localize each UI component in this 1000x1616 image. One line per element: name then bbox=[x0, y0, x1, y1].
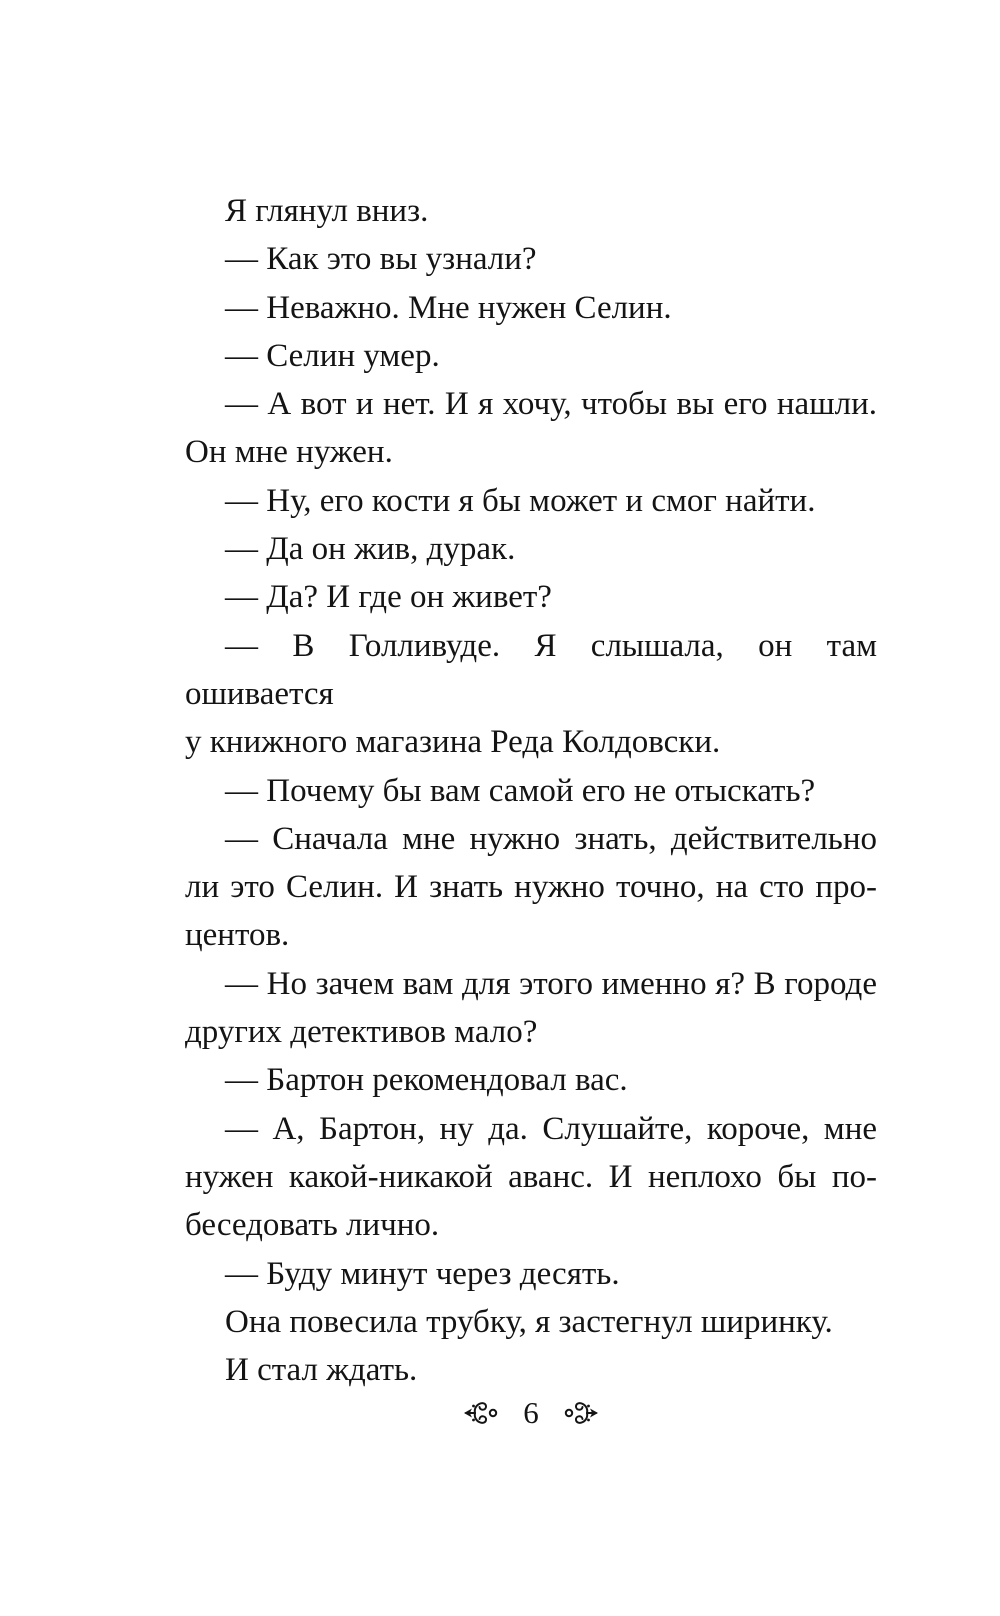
text-line: центов. bbox=[185, 917, 290, 954]
footer-ornament-left-icon bbox=[463, 1398, 499, 1428]
text-line: — А, Бартон, ну да. Слушайте, короче, мне bbox=[225, 1110, 877, 1147]
text-line: — Да он жив, дурак. bbox=[225, 531, 516, 568]
text-line: Он мне нужен. bbox=[185, 434, 393, 471]
text-line: — Но зачем вам для этого именно я? В городе bbox=[225, 965, 877, 1002]
text-line: И стал ждать. bbox=[225, 1352, 418, 1389]
text-line: других детективов мало? bbox=[185, 1014, 538, 1051]
text-line: — Неважно. Мне нужен Селин. bbox=[225, 289, 672, 326]
text-line: — Селин умер. bbox=[225, 337, 440, 374]
text-line: — Как это вы узнали? bbox=[225, 241, 537, 278]
text-line: у книжного магазина Реда Колдовски. bbox=[185, 724, 721, 761]
text-line: беседовать лично. bbox=[185, 1207, 440, 1244]
text-line: нужен какой-никакой аванс. И неплохо бы по- bbox=[185, 1158, 877, 1195]
footer-ornament-right-icon bbox=[563, 1398, 599, 1428]
text-line: — Почему бы вам самой его не отыскать? bbox=[225, 772, 816, 809]
text-line: ли это Селин. И знать нужно точно, на сто про- bbox=[185, 869, 877, 906]
text-line: — Буду минут через десять. bbox=[225, 1255, 620, 1292]
text-line: — А вот и нет. И я хочу, чтобы вы его нашли. bbox=[225, 386, 877, 423]
text-line: — Да? И где он живет? bbox=[225, 579, 552, 616]
text-line: Я глянул вниз. bbox=[225, 193, 429, 229]
text-line: — В Голливуде. Я слышала, он там ошивается bbox=[185, 627, 877, 712]
page-number: 6 bbox=[523, 1395, 539, 1430]
page-footer bbox=[185, 1396, 877, 1430]
text-line: — Ну, его кости я бы может и смог найти. bbox=[225, 482, 816, 519]
text-line: Она повесила трубку, я застегнул ширинку. bbox=[225, 1303, 833, 1340]
text-line: — Сначала мне нужно знать, действительно bbox=[225, 820, 877, 857]
page-text bbox=[185, 187, 877, 1394]
text-line: — Бартон рекомендовал вас. bbox=[225, 1062, 628, 1099]
